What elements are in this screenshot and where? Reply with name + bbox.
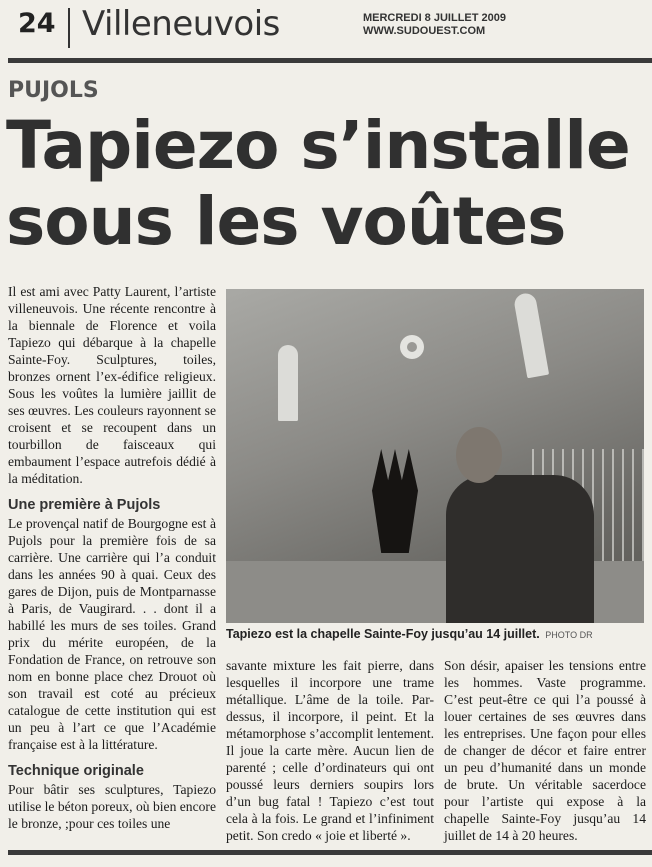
- website-url: WWW.SUDOUEST.COM: [362, 25, 486, 37]
- publication-date: MERCREDI 8 JUILLET 2009: [362, 12, 506, 24]
- column-2-text: savante mixture les fait pierre, dans lesquelles il incorpore une trame métallique. L’âme de la toile. Par-dessus, il incorpore, il peint. Et la métamorphose s’accomplit lentement. Il joue la carte mère. Aucun lien de parenté ; celle d’ordinateurs qui ont poussé leurs derniers soupirs lors d’un bug fatal ! Tapiezo c’est tout cela à la fois. Le grand et l’infiniment petit. Son credo « joie et liberté ».: [226, 658, 434, 843]
- photo-caption: [226, 627, 646, 641]
- page-number: 24: [18, 8, 56, 39]
- header-divider: [68, 8, 70, 48]
- photo-credit: PHOTO DR: [545, 630, 593, 640]
- artist-head-image: [456, 427, 502, 483]
- top-rule: [8, 58, 652, 63]
- subhead-premiere: Une première à Pujols: [8, 497, 161, 513]
- column-1: [8, 283, 216, 832]
- headline-line-2: sous les voûtes: [6, 183, 566, 260]
- dateline: [363, 12, 506, 38]
- column-3-text: Son désir, apaiser les tensions entre les hommes. Vaste programme. C’est peut-être ce qui l’a poussé à louer certaines de ses œuvres dans les entreprises. Une façon pour elles de changer de décor et faire entrer un peu d’humanité dans un monde de brute. Un véritable sacerdoce pour l’artiste qui expose à la chapelle Sainte-Foy jusqu’au 14 juillet de 14 à 20 heures.: [444, 658, 646, 843]
- headline-line-1: Tapiezo s’installe: [6, 107, 630, 184]
- window-right-image: [513, 292, 549, 379]
- column-3: [444, 657, 646, 844]
- artist-body-image: [446, 475, 594, 623]
- kicker: PUJOLS: [8, 78, 99, 103]
- subhead-technique: Technique originale: [8, 763, 144, 779]
- paragraph-career: Le provençal natif de Bourgogne est à Pujols pour la première fois de sa carrière. Une carrière qui l’a conduit dans les années 90 à quai. Ceux des gares de Dijon, puis de Montparnasse à Paris, de Vaugirard. . . dont il a habillé les murs de ses toiles. Grand prix du mérite européen, de la Fondation de France, on retrouve son nom en bonne place chez Drouot où son travail est coté au précieux catalogue de cette institution qui est un peu à l’art ce que l’Académie française est à la littérature.: [8, 516, 216, 752]
- paragraph-technique: Pour bâtir ses sculptures, Tapiezo utilise le béton poreux, où bien encore le bronze, ;pour ces toiles une: [8, 782, 216, 831]
- caption-text: Tapiezo est la chapelle Sainte-Foy jusqu’au 14 juillet.: [226, 627, 540, 641]
- page-header: [0, 0, 652, 62]
- window-left-image: [278, 345, 298, 421]
- article-photo: [226, 289, 644, 623]
- sculpture-image: [372, 449, 418, 553]
- section-title: Villeneuvois: [82, 4, 280, 44]
- rose-window-image: [398, 333, 426, 361]
- headline: [6, 108, 646, 260]
- column-2: [226, 657, 434, 844]
- bottom-rule: [8, 850, 652, 855]
- intro-paragraph: Il est ami avec Patty Laurent, l’artiste villeneuvois. Une récente rencontre à la biennale de Florence et voila Tapiezo qui débarque à la chapelle Sainte-Foy. Sculptures, toiles, bronzes ornent l’ex-édifice religieux. Sous les voûtes la lumière jaillit de ses œuvres. Les couleurs rayonnent se croisent et se recoupent dans un tourbillon de faisceaux qui embaument l’espace autrefois dédié à la méditation.: [8, 284, 216, 486]
